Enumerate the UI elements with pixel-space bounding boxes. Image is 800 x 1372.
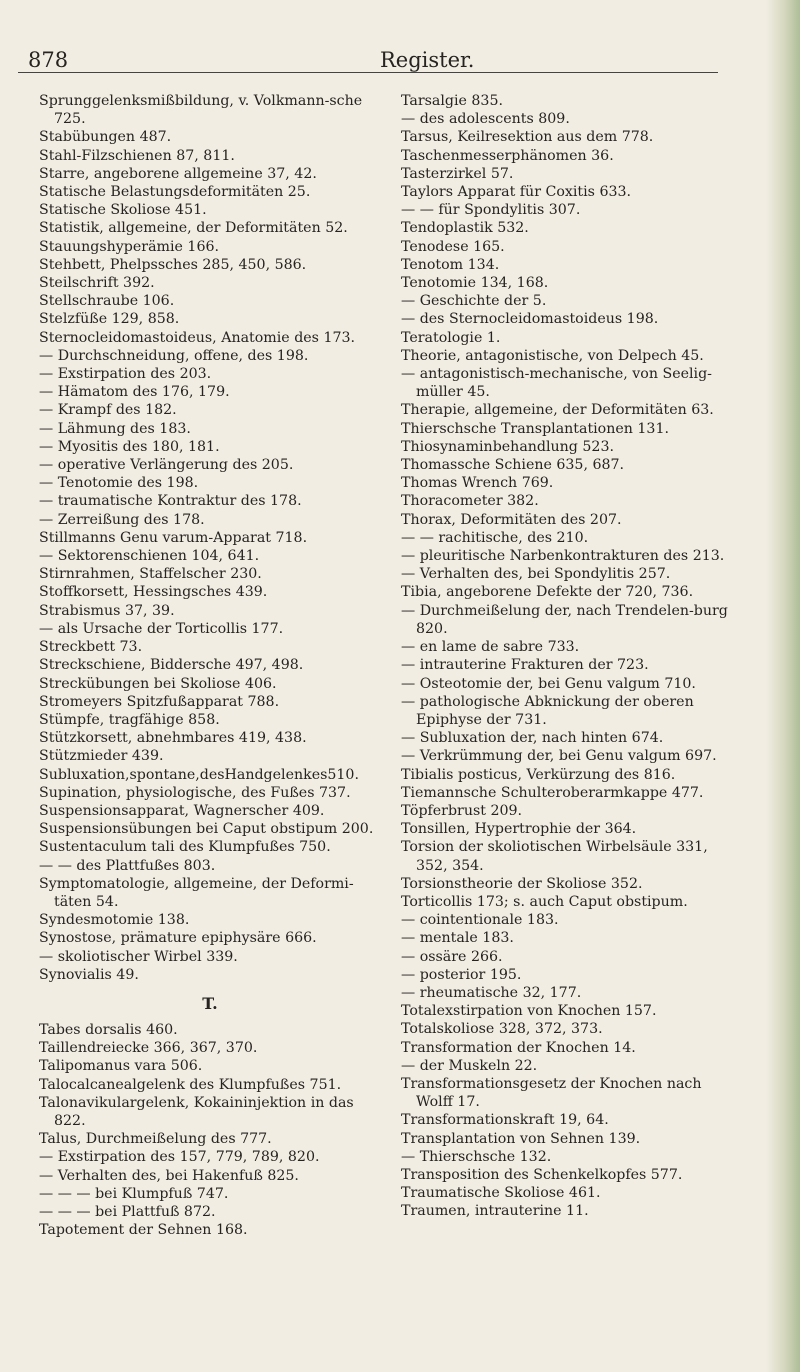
index-entry: — Exstirpation des 157, 779, 789, 820. — [39, 1149, 320, 1166]
index-entry: Stützmieder 439. — [39, 748, 164, 765]
index-entry: Stirnrahmen, Staffelscher 230. — [39, 566, 262, 583]
index-entry: Tarsus, Keilresektion aus dem 778. — [401, 129, 654, 146]
index-entry: — — für Spondylitis 307. — [401, 202, 581, 219]
index-entry: Taillendreiecke 366, 367, 370. — [39, 1040, 258, 1057]
index-entry: Starre, angeborene allgemeine 37, 42. — [39, 165, 317, 182]
index-entry: — ossäre 266. — [401, 948, 503, 965]
index-entry: — des adolescents 809. — [401, 111, 570, 128]
index-entry: — Verhalten des, bei Hakenfuß 825. — [39, 1167, 299, 1184]
index-entry: — Lähmung des 183. — [39, 420, 191, 437]
index-entry: Stützkorsett, abnehmbares 419, 438. — [39, 730, 307, 747]
index-entry: Teratologie 1. — [401, 329, 501, 346]
index-entry: Theorie, antagonistische, von Delpech 45. — [401, 347, 704, 364]
index-entry: Steilschrift 392. — [39, 275, 155, 292]
index-entry: Thoracometer 382. — [401, 493, 539, 510]
index-entry: Sprunggelenksmißbildung, v. Volkmann-sche 725. — [39, 93, 363, 128]
index-entry: Thomas Wrench 769. — [401, 475, 554, 492]
index-entry: Streckbett 73. — [39, 639, 143, 656]
index-entry: Sustentaculum tali des Klumpfußes 750. — [39, 839, 331, 856]
index-entry: Talonavikulargelenk, Kokaininjektion in das 822. — [39, 1094, 354, 1129]
running-title: Register. — [380, 48, 475, 72]
index-entry: — posterior 195. — [401, 966, 522, 983]
index-entry: Suspensionsapparat, Wagnerscher 409. — [39, 802, 325, 819]
index-entry: Tenotom 134. — [401, 256, 500, 273]
index-column-left — [39, 92, 381, 1239]
index-entry: Syndesmotomie 138. — [39, 912, 190, 929]
index-entry: — skoliotischer Wirbel 339. — [39, 948, 238, 965]
index-entry: Thiosynaminbehandlung 523. — [401, 438, 614, 455]
index-entry: — Krampf des 182. — [39, 402, 177, 419]
index-entry: — cointentionale 183. — [401, 912, 559, 929]
index-entry: — als Ursache der Torticollis 177. — [39, 620, 284, 637]
index-entry: Tendoplastik 532. — [401, 220, 529, 237]
index-entry: Stehbett, Phelpssches 285, 450, 586. — [39, 256, 307, 273]
index-entry: Traumen, intrauterine 11. — [401, 1203, 589, 1220]
index-entry: — — rachitische, des 210. — [401, 529, 589, 546]
index-entry: Talipomanus vara 506. — [39, 1058, 203, 1075]
index-entry: Tibia, angeborene Defekte der 720, 736. — [401, 584, 694, 601]
index-entry: — Tenotomie des 198. — [39, 475, 199, 492]
index-entry: Talocalcanealgelenk des Klumpfußes 751. — [39, 1076, 342, 1093]
index-entry: Supination, physiologische, des Fußes 737. — [39, 784, 351, 801]
index-entry: Symptomatologie, allgemeine, der Deformi-täten 54. — [39, 875, 354, 910]
index-entry: Streckübungen bei Skoliose 406. — [39, 675, 277, 692]
index-entry: Thorax, Deformitäten des 207. — [401, 511, 622, 528]
index-entry: Strabismus 37, 39. — [39, 602, 175, 619]
index-entry: Tasterzirkel 57. — [401, 165, 514, 182]
index-entry: — Durchmeißelung der, nach Trendelen-burg 820. — [401, 602, 728, 637]
index-entry: Synovialis 49. — [39, 966, 139, 983]
index-entry: Transposition des Schenkelkopfes 577. — [401, 1166, 683, 1183]
index-entry: Statistik, allgemeine, der Deformitäten 52. — [39, 220, 348, 237]
index-entry: Tapotement der Sehnen 168. — [39, 1222, 248, 1239]
index-entry: Transformationskraft 19, 64. — [401, 1112, 609, 1129]
index-entry: Tarsalgie 835. — [401, 93, 503, 109]
index-entry: Tibialis posticus, Verkürzung des 816. — [401, 766, 676, 783]
index-entry: Suspensionsübungen bei Caput obstipum 200. — [39, 821, 374, 838]
page-number: 878 — [28, 48, 69, 72]
index-entry: Torsion der skoliotischen Wirbelsäule 331, 352, 354. — [401, 839, 708, 874]
index-entry: — Zerreißung des 178. — [39, 511, 205, 528]
index-entry: — en lame de sabre 733. — [401, 639, 580, 656]
index-entry: Stabübungen 487. — [39, 129, 172, 146]
index-entry: Talus, Durchmeißelung des 777. — [39, 1131, 272, 1148]
index-entry: Töpferbrust 209. — [401, 802, 523, 819]
index-entries-t-continued — [401, 92, 741, 1221]
index-entry: Subluxation,spontane,desHandgelenkes510. — [39, 766, 359, 783]
index-entry: — Geschichte der 5. — [401, 293, 547, 310]
index-entry: — — des Plattfußes 803. — [39, 857, 216, 874]
index-entry: Thomassche Schiene 635, 687. — [401, 457, 625, 474]
index-entry: Statische Skoliose 451. — [39, 202, 207, 219]
index-entry: — Thierschsche 132. — [401, 1148, 552, 1165]
index-entry: — pleuritische Narbenkontrakturen des 213. — [401, 548, 725, 565]
index-entry: — — — bei Klumpfuß 747. — [39, 1185, 229, 1202]
index-entry: — Osteotomie der, bei Genu valgum 710. — [401, 675, 696, 692]
index-entry: — Sektorenschienen 104, 641. — [39, 548, 260, 565]
index-entry: — — — bei Plattfuß 872. — [39, 1203, 216, 1220]
index-entry: Transplantation von Sehnen 139. — [401, 1130, 641, 1147]
index-entry: — Subluxation der, nach hinten 674. — [401, 730, 664, 747]
index-entry: — mentale 183. — [401, 930, 514, 947]
index-entry: Tonsillen, Hypertrophie der 364. — [401, 821, 637, 838]
index-entry: Torticollis 173; s. auch Caput obstipum. — [401, 893, 688, 910]
index-entry: Tenotomie 134, 168. — [401, 275, 549, 292]
index-entry: — rheumatische 32, 177. — [401, 984, 582, 1001]
index-entry: — Hämatom des 176, 179. — [39, 384, 230, 401]
index-entry: — antagonistisch-mechanische, von Seelig-müller 45. — [401, 366, 712, 401]
index-entry: Stümpfe, tragfähige 858. — [39, 711, 220, 728]
index-entry: Stromeyers Spitzfußapparat 788. — [39, 693, 280, 710]
index-entry: Statische Belastungsdeformitäten 25. — [39, 184, 311, 201]
index-entry: Therapie, allgemeine, der Deformitäten 63. — [401, 402, 714, 419]
index-entry: Stelzfüße 129, 858. — [39, 311, 180, 328]
index-entry: Torsionstheorie der Skoliose 352. — [401, 875, 643, 892]
index-entry: Stahl-Filzschienen 87, 811. — [39, 147, 235, 164]
index-entry: Stillmanns Genu varum-Apparat 718. — [39, 529, 308, 546]
index-entry: — operative Verlängerung des 205. — [39, 457, 294, 474]
index-entry: — Myositis des 180, 181. — [39, 438, 220, 455]
index-entry: Traumatische Skoliose 461. — [401, 1185, 601, 1202]
section-letter: T. — [202, 993, 218, 1013]
index-entry: Tabes dorsalis 460. — [39, 1021, 178, 1038]
index-entries-t — [39, 1021, 381, 1239]
index-entry: — Verhalten des, bei Spondylitis 257. — [401, 566, 671, 583]
index-entry: — intrauterine Frakturen der 723. — [401, 657, 649, 674]
index-entry: — Exstirpation des 203. — [39, 366, 212, 383]
index-entry: Taylors Apparat für Coxitis 633. — [401, 184, 632, 201]
index-entry: Stauungshyperämie 166. — [39, 238, 220, 255]
index-entry: — Verkrümmung der, bei Genu valgum 697. — [401, 748, 717, 765]
index-entry: Transformation der Knochen 14. — [401, 1039, 636, 1056]
index-entry: Totalskoliose 328, 372, 373. — [401, 1021, 603, 1038]
index-entry: Thierschsche Transplantationen 131. — [401, 420, 669, 437]
index-entry: — traumatische Kontraktur des 178. — [39, 493, 302, 510]
index-entry: — Durchschneidung, offene, des 198. — [39, 347, 309, 364]
index-entry: Tenodese 165. — [401, 238, 505, 255]
page-header — [20, 34, 780, 72]
index-entry: — pathologische Abknickung der oberen Epiphyse der 731. — [401, 693, 694, 728]
index-entry: Transformationsgesetz der Knochen nach Wolff 17. — [401, 1075, 702, 1111]
header-rule — [18, 72, 718, 73]
index-entry: Tiemannsche Schulteroberarmkappe 477. — [401, 784, 704, 801]
index-entry: Sternocleidomastoideus, Anatomie des 173. — [39, 329, 356, 346]
index-entry: Stoffkorsett, Hessingsches 439. — [39, 584, 268, 601]
index-entry: Synostose, prämature epiphysäre 666. — [39, 930, 317, 947]
page-edge-shadow — [766, 0, 800, 1372]
index-entries-s — [39, 92, 381, 984]
index-column-right — [401, 92, 741, 1221]
index-entry: Stellschraube 106. — [39, 293, 175, 310]
index-entry: — des Sternocleidomastoideus 198. — [401, 311, 659, 328]
index-entry: Streckschiene, Biddersche 497, 498. — [39, 657, 304, 674]
index-entry: Totalexstirpation von Knochen 157. — [401, 1003, 657, 1020]
index-entry: — der Muskeln 22. — [401, 1057, 538, 1074]
index-entry: Taschenmesserphänomen 36. — [401, 147, 614, 164]
